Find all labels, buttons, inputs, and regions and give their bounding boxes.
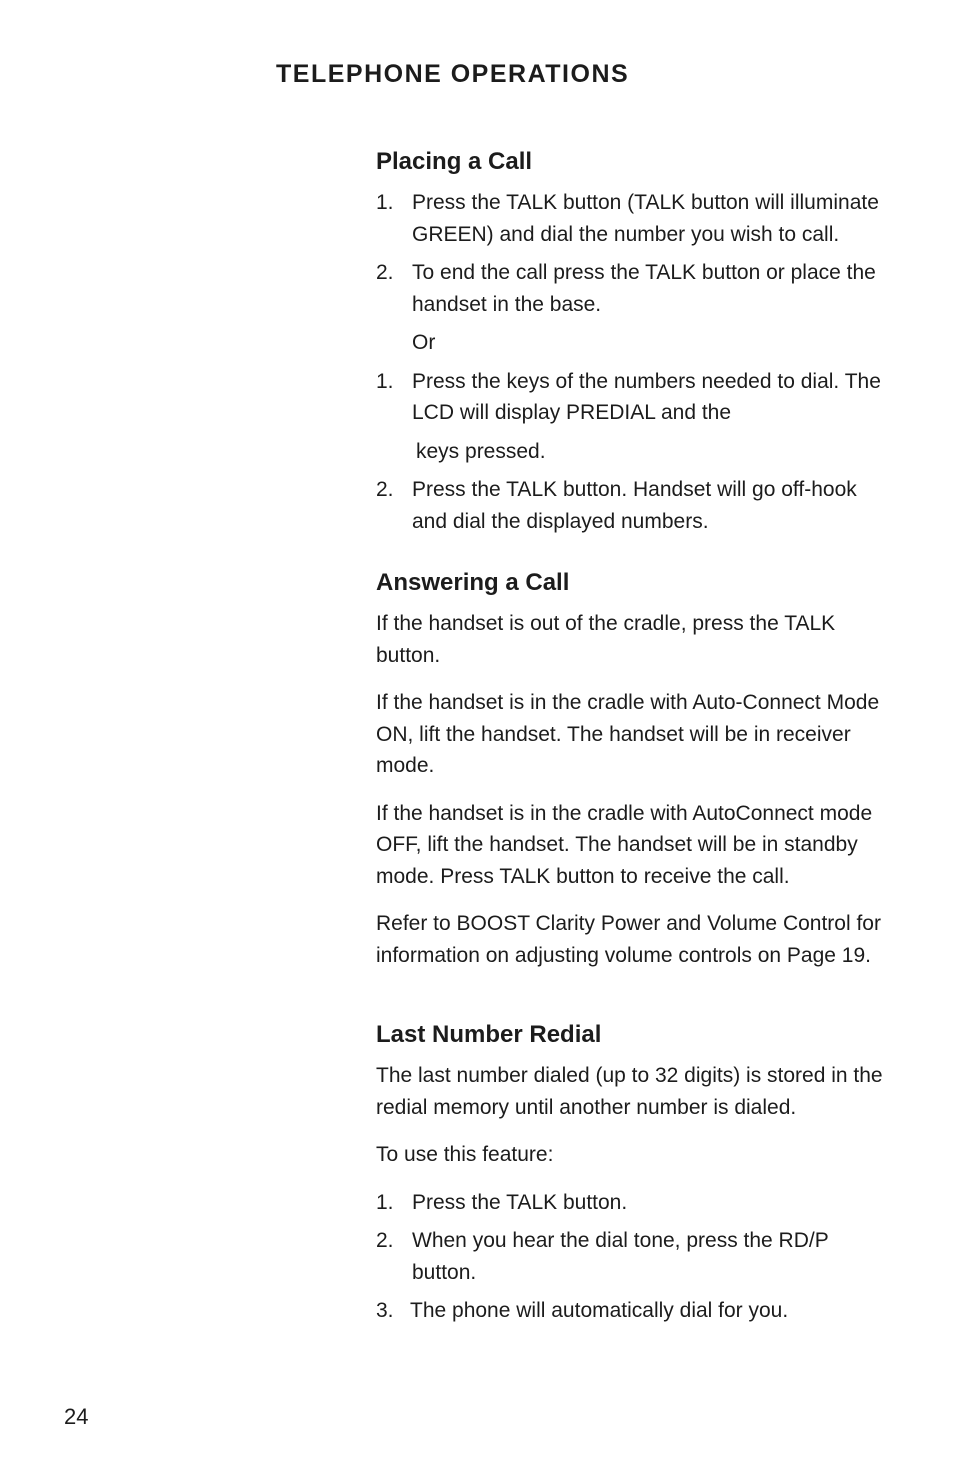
list-item	[376, 474, 896, 537]
list-text: Press the TALK button (TALK button will illuminate GREEN) and dial the number you wish to call.	[412, 191, 879, 246]
list-item	[376, 1187, 896, 1219]
paragraph: The last number dialed (up to 32 digits) is stored in the redial memory until another number is dialed.	[376, 1064, 883, 1119]
paragraph: To use this feature:	[376, 1143, 554, 1166]
section-heading: Last Number Redial	[376, 1021, 602, 1048]
page-title: TELEPHONE OPERATIONS	[276, 60, 630, 88]
list-number: 3.	[376, 1299, 394, 1322]
list-number: 2.	[376, 261, 394, 284]
section-answering-a-call	[376, 567, 896, 971]
paragraph: If the handset is out of the cradle, press the TALK button.	[376, 612, 836, 667]
list-item	[376, 366, 896, 429]
section-heading: Placing a Call	[376, 148, 533, 175]
list-item	[376, 1225, 896, 1288]
paragraph: If the handset is in the cradle with Auto-Connect Mode ON, lift the handset. The handset will be in receiver mode.	[376, 691, 880, 777]
list-text: When you hear the dial tone, press the RD/P button.	[412, 1229, 829, 1284]
section-heading: Answering a Call	[376, 569, 570, 596]
list-number: 2.	[376, 1229, 394, 1252]
page-content	[376, 146, 896, 1357]
list-number: 1.	[376, 191, 394, 214]
page-number: 24	[64, 1404, 89, 1429]
section-placing-a-call	[376, 146, 896, 537]
list-text: Press the keys of the numbers needed to dial. The LCD will display PREDIAL and the	[412, 369, 881, 424]
list-item	[376, 1295, 896, 1327]
paragraph: Refer to BOOST Clarity Power and Volume Control for information on adjusting volume controls on Page 19.	[376, 912, 881, 967]
list-text: Press the TALK button. Handset will go off-hook and dial the displayed numbers.	[412, 478, 857, 533]
section-last-number-redial	[376, 1019, 896, 1327]
or-separator: Or	[412, 331, 436, 354]
list-item	[376, 257, 896, 320]
list-continuation: keys pressed.	[416, 439, 546, 463]
list-number: 2.	[376, 478, 394, 501]
list-number: 1.	[376, 369, 394, 393]
paragraph: If the handset is in the cradle with AutoConnect mode OFF, lift the handset. The handset will be in standby mode. Press TALK button to receive the call.	[376, 801, 873, 888]
list-text: The phone will automatically dial for you.	[410, 1299, 789, 1322]
list-text: To end the call press the TALK button or place the handset in the base.	[412, 261, 876, 316]
list-number: 1.	[376, 1190, 394, 1214]
list-text: Press the TALK button.	[412, 1190, 628, 1214]
list-item	[376, 187, 896, 250]
